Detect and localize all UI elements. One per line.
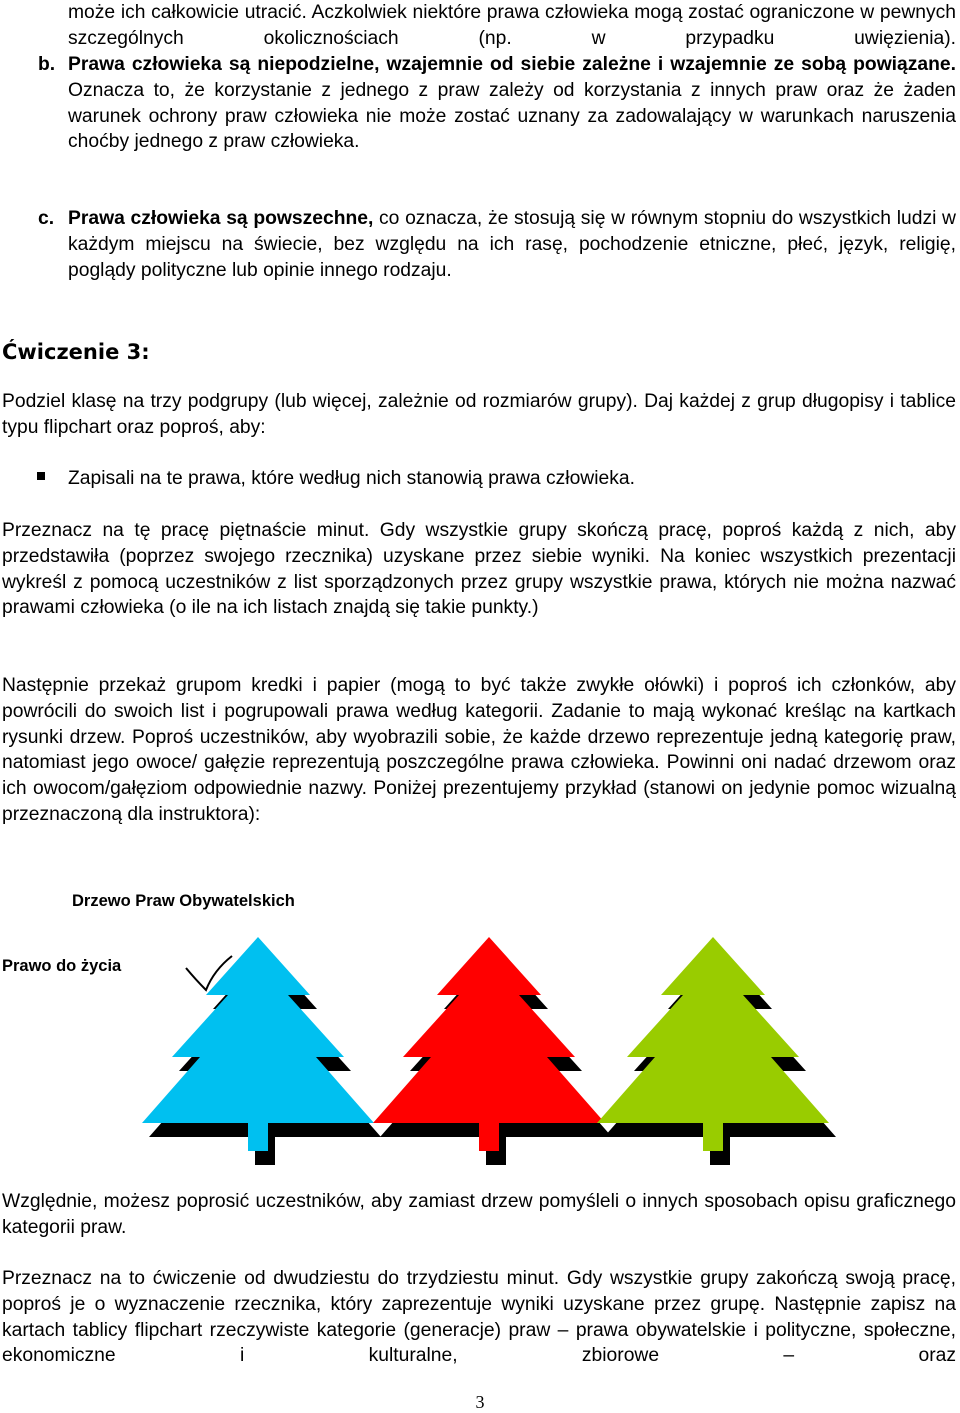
page-number: 3 bbox=[475, 1392, 485, 1412]
tree-red bbox=[373, 937, 605, 1151]
para-time-presentation: Przeznacz na tę pracę piętnaście minut. Gdy wszystkie grupy skończą pracę, poproś każdą z nich, aby przedstawiła (poprzez swojego rzecznika) uzyskane przez siebie wyniki. Na koniec wszystkich prezentacji wykreśl z pomocą uczestników z list sporządzonych przez grupy wszystkie prawa, których nie można nazwać prawami człowieka (o ile na ich listach znajdą się takie punkty.) bbox=[2, 520, 956, 619]
bullet-item: Zapisali na te prawa, które według nich stanowią prawa człowieka. bbox=[68, 468, 635, 489]
para-c-bold: Prawa człowieka są powszechne, bbox=[68, 208, 374, 229]
para-c bbox=[68, 206, 956, 283]
figure-title: Drzewo Praw Obywatelskich bbox=[72, 892, 295, 910]
para-instructions: Podziel klasę na trzy podgrupy (lub więcej, zależnie od rozmiarów grupy). Daj każdej z grup długopisy i tablice typu flipchart oraz poproś, aby: bbox=[2, 391, 956, 438]
para-b-text: Oznacza to, że korzystanie z jednego z praw zależy od korzystania z innych praw oraz że żaden warunek ochrony praw człowieka nie może zostać uznany za zadowalający w warunkach naruszenia choćby jednego z praw człowieka. bbox=[68, 79, 956, 153]
para-b bbox=[68, 52, 956, 155]
figure-label: Prawo do życia bbox=[2, 957, 122, 975]
para-b-bold: Prawa człowieka są niepodzielne, wzajemnie od siebie zależne i wzajemnie ze sobą powiązane. bbox=[68, 54, 956, 75]
list-marker-b: b. bbox=[38, 54, 56, 75]
tree-cyan bbox=[142, 937, 374, 1151]
exercise-heading: Ćwiczenie 3: bbox=[2, 340, 150, 364]
para-trees-task: Następnie przekaż grupom kredki i papier (mogą to być także zwykłe ołówki) i poproś ich członków, aby powrócili do swoich list i pogrupowali prawa według kategorii. Zadanie to mają wykonać kreśląc na kartkach rysunki drzew. Poproś uczestników, aby wyobrazili sobie, że każde drzewo reprezentuje jedną kategorię praw, natomiast jego owoce/ gałęzie reprezentują poszczególne prawa człowieka. Powinni oni nadać drzewom oraz ich owocom/gałęziom odpowiednie nazwy. Poniżej prezentujemy przykład (stanowi on jedynie pomoc wizualną przeznaczoną dla instruktora): bbox=[2, 675, 956, 825]
para-a-tail: może ich całkowicie utracić. Aczkolwiek niektóre prawa człowieka mogą zostać ograniczone w pewnych szczególnych okolicznościach (np. w przypadku uwięzienia). bbox=[68, 2, 956, 49]
trees-illustration bbox=[0, 930, 960, 1180]
trees-group bbox=[142, 937, 836, 1165]
para-c-text: co oznacza, że stosują się w równym stopniu do wszystkich ludzi w każdym miejscu na świecie, bez względu na ich rasę, pochodzenie etniczne, płeć, język, religię, poglądy polityczne lub opinie innego rodzaju. bbox=[68, 208, 956, 281]
para-final: Przeznacz na to ćwiczenie od dwudziestu do trzydziestu minut. Gdy wszystkie grupy zakończą swoją pracę, poproś je o wyznaczenie rzecznika, który zaprezentuje wyniki uzyskane przez grupę. Następnie zapisz na kartach tablicy flipchart rzeczywiste kategorie (generacje) praw – prawa obywatelskie i polityczne, społeczne, ekonomiczne i kulturalne, zbiorowe – oraz bbox=[2, 1268, 956, 1367]
para-alternative: Względnie, możesz poprosić uczestników, aby zamiast drzew pomyśleli o innych sposobach opisu graficznego kategorii praw. bbox=[2, 1191, 956, 1238]
square-bullet-icon bbox=[37, 472, 45, 480]
tree-green bbox=[597, 937, 829, 1151]
list-marker-c: c. bbox=[38, 208, 55, 229]
